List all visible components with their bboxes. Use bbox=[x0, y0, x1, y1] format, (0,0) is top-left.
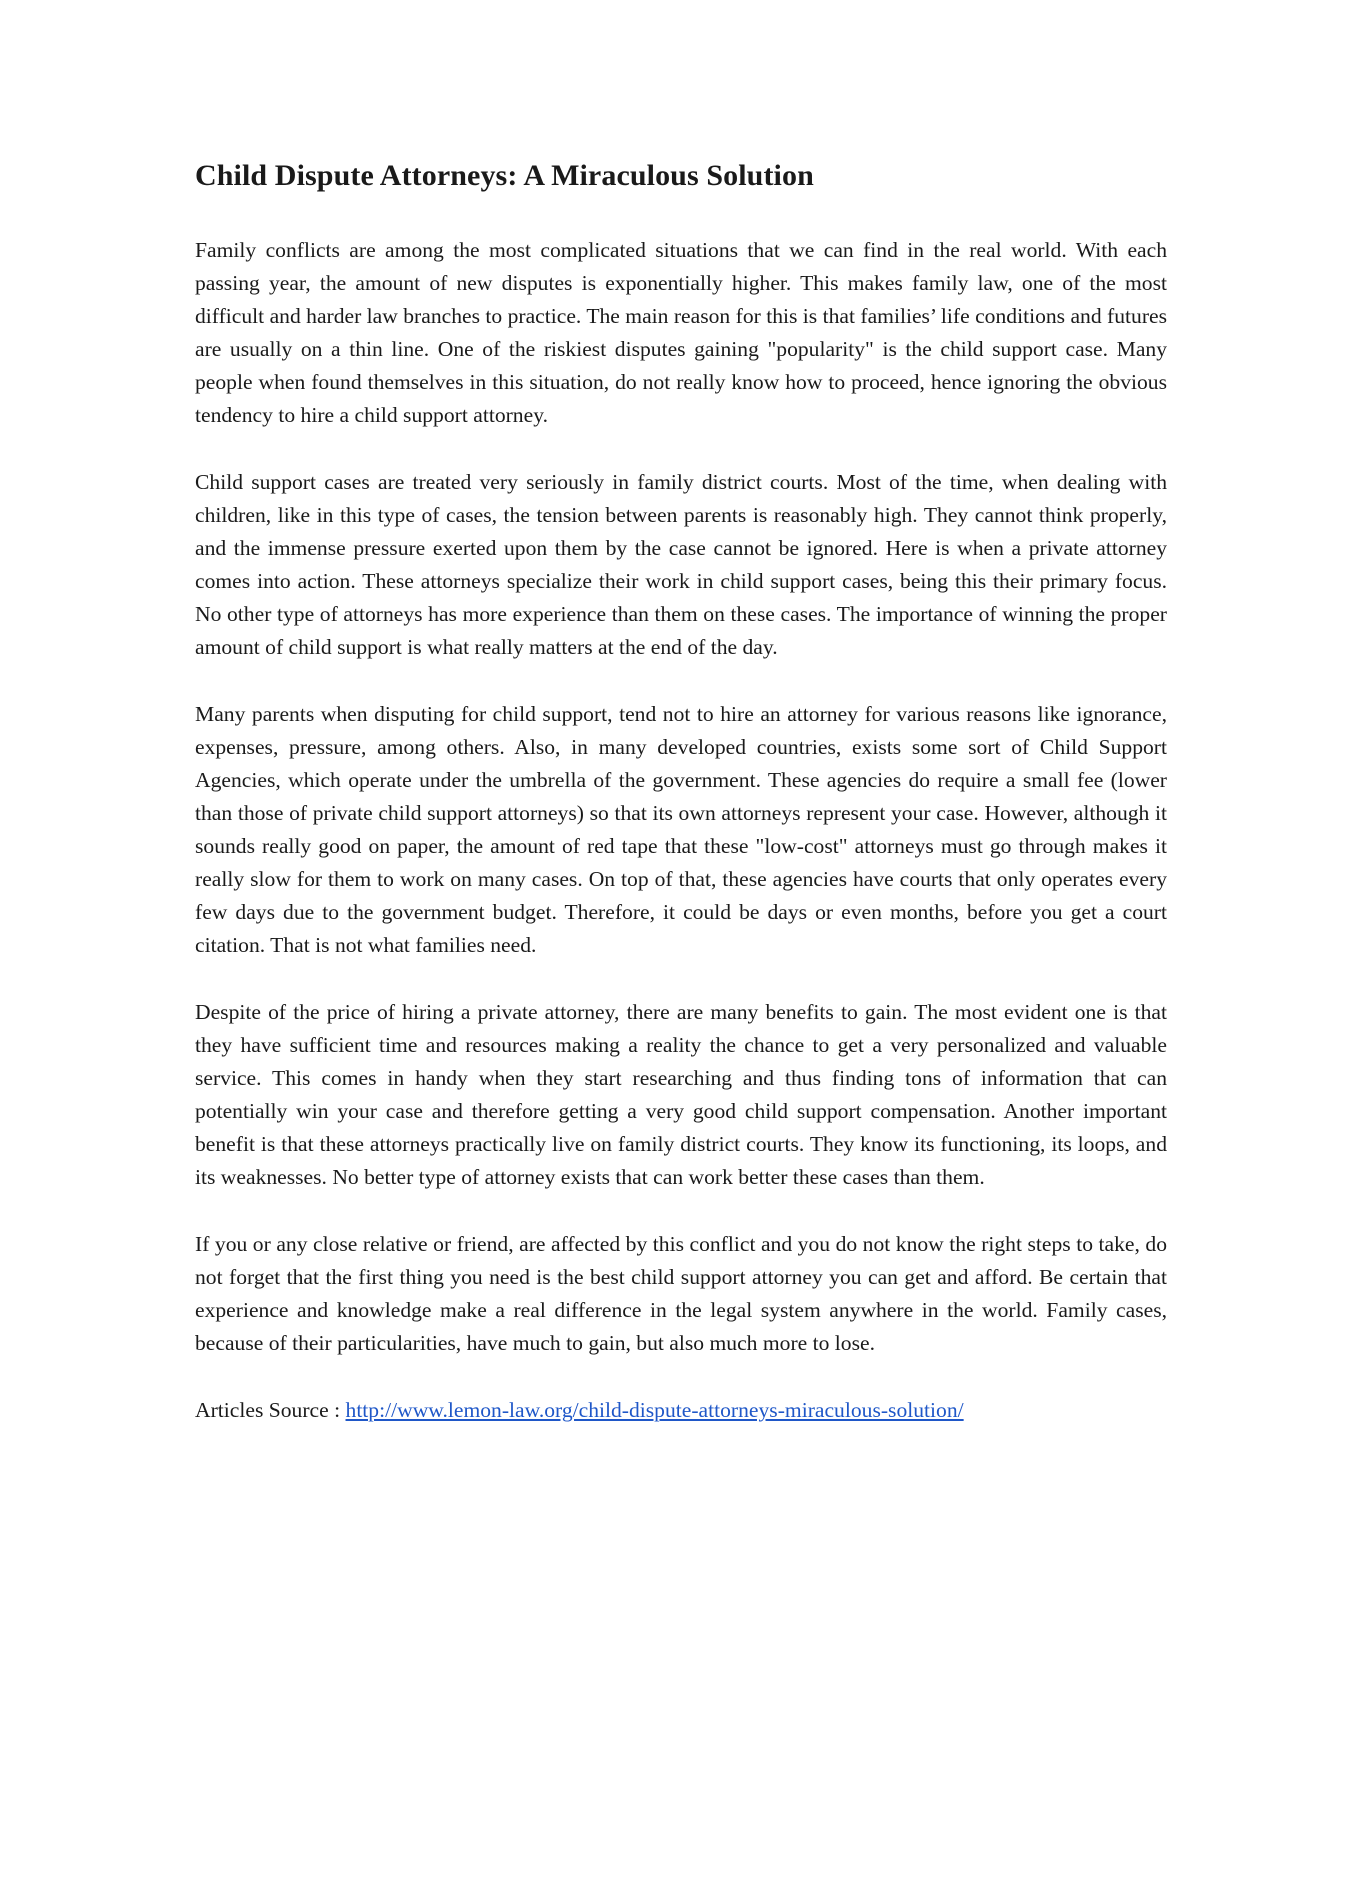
article-title: Child Dispute Attorneys: A Miraculous Solution bbox=[195, 159, 814, 192]
article-body bbox=[195, 156, 1167, 1427]
paragraph-5: If you or any close relative or friend, are affected by this conflict and you do not know the right steps to take, do not forget that the first thing you need is the best child support attorney you can get and afford. Be certain that experience and knowledge make a real difference in the legal system anywhere in the world. Family cases, because of their particularities, have much to gain, but also much more to lose. bbox=[195, 1232, 1167, 1355]
paragraph-3: Many parents when disputing for child support, tend not to hire an attorney for various reasons like ignorance, expenses, pressure, among others. Also, in many developed countries, exists some sort of Child Support Agencies, which operate under the umbrella of the government. These agencies do require a small fee (lower than those of private child support attorneys) so that its own attorneys represent your case. However, although it sounds really good on paper, the amount of red tape that these "low-cost" attorneys must go through makes it really slow for them to work on many cases. On top of that, these agencies have courts that only operates every few days due to the government budget. Therefore, it could be days or even months, before you get a court citation. That is not what families need. bbox=[195, 702, 1167, 957]
paragraph-4: Despite of the price of hiring a private attorney, there are many benefits to gain. The most evident one is that they have sufficient time and resources making a reality the chance to get a very personalized and valuable service. This comes in handy when they start researching and thus finding tons of information that can potentially win your case and therefore getting a very good child support compensation. Another important benefit is that these attorneys practically live on family district courts. They know its functioning, its loops, and its weaknesses. No better type of attorney exists that can work better these cases than them. bbox=[195, 1000, 1167, 1189]
paragraph-2: Child support cases are treated very seriously in family district courts. Most of the time, when dealing with children, like in this type of cases, the tension between parents is reasonably high. They cannot think properly, and the immense pressure exerted upon them by the case cannot be ignored. Here is when a private attorney comes into action. These attorneys specialize their work in child support cases, being this their primary focus. No other type of attorneys has more experience than them on these cases. The importance of winning the proper amount of child support is what really matters at the end of the day. bbox=[195, 470, 1167, 659]
source-link[interactable]: http://www.lemon-law.org/child-dispute-attorneys-miraculous-solution/ bbox=[345, 1398, 964, 1422]
article-source bbox=[195, 1394, 1167, 1427]
source-label: Articles Source : bbox=[195, 1398, 346, 1422]
paragraph-1: Family conflicts are among the most complicated situations that we can find in the real world. With each passing year, the amount of new disputes is exponentially higher. This makes family law, one of the most difficult and harder law branches to practice. The main reason for this is that families’ life conditions and futures are usually on a thin line. One of the riskiest disputes gaining "popularity" is the child support case. Many people when found themselves in this situation, do not really know how to proceed, hence ignoring the obvious tendency to hire a child support attorney. bbox=[195, 238, 1168, 427]
